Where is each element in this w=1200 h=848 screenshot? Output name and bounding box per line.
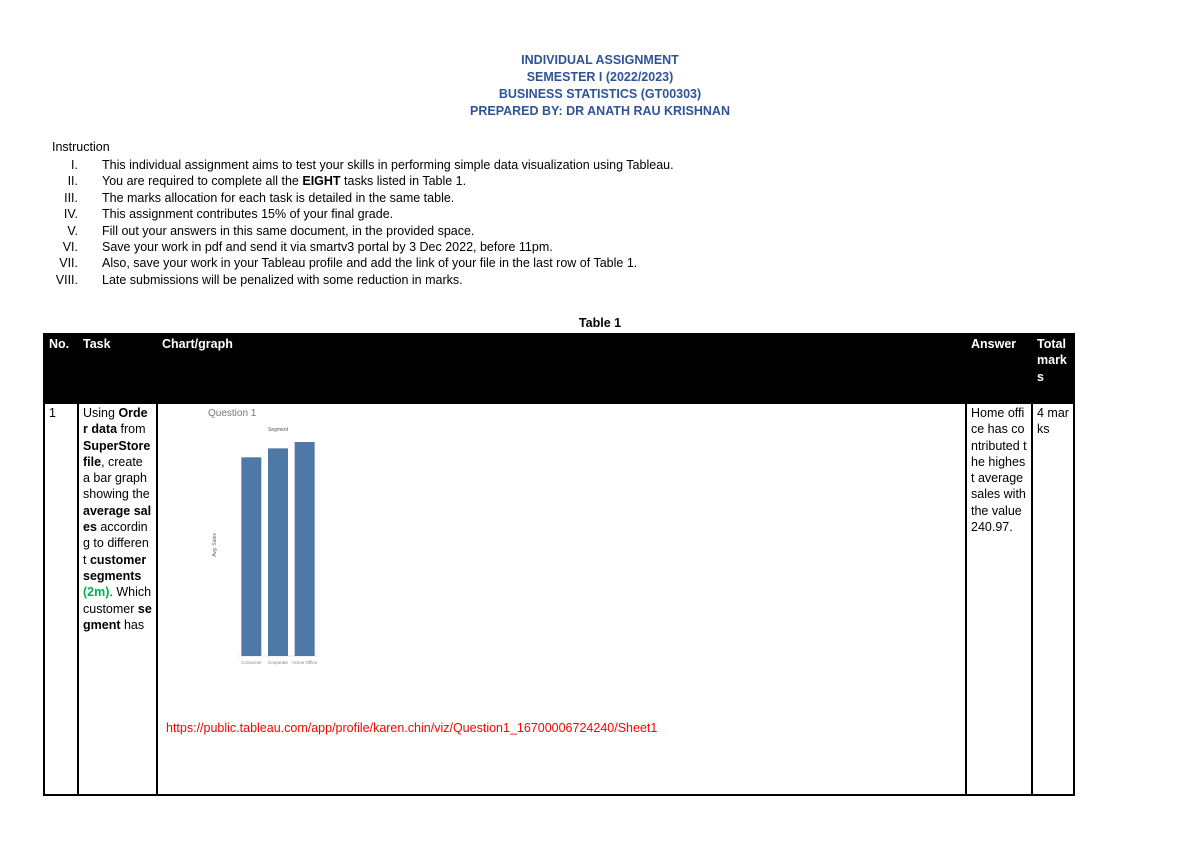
row-number: 1 [44,403,78,795]
tableau-link[interactable]: https://public.tableau.com/app/profile/karen.chin/viz/Question1_16700006724240/Sheet1 [166,721,658,735]
header-no: No. [44,334,78,403]
instruction-item: III. The marks allocation for each task is detailed in the same table. [64,190,455,205]
table-header-row [44,334,1074,403]
table-row [44,403,1074,795]
bar-consumer [241,457,261,656]
task-description: Using Order data from SuperStore file, create a bar graph showing the average sales according to different customer segments (2m). Which customer segment has [78,403,157,795]
instruction-title: Instruction [52,140,110,154]
total-marks: 4 marks [1032,403,1074,795]
y-axis-label: Avg. Sales [212,533,218,557]
header-answer: Answer [966,334,1032,403]
bar-home-office [295,442,315,656]
chart-title: Question 1 [208,408,257,419]
instruction-item: VII. Also, save your work in your Tableau profile and add the link of your file in the last row of Table 1. [59,256,638,271]
header-task: Task [78,334,157,403]
x-tick-label: Corporate [267,660,289,665]
chart-svg [208,404,320,680]
table-caption: Table 1 [578,316,622,330]
instruction-item: IV. This assignment contributes 15% of your final grade. [63,207,394,222]
instruction-item: I. This individual assignment aims to test your skills in performing simple data visualization using Tableau. [71,158,674,172]
marks-highlight: (2m) [83,585,110,600]
x-tick-label: Home Office [292,660,318,665]
header-line-2: SEMESTER I (2022/2023) [526,70,674,84]
emphasis-eight: EIGHT [302,174,341,189]
header-total-marks: Total marks [1032,334,1074,403]
bar-chart [208,404,320,680]
instruction-list [40,157,1160,288]
header-line-3: BUSINESS STATISTICS (GT00303) [498,87,702,101]
chart-cell [157,403,966,795]
header-line-1: INDIVIDUAL ASSIGNMENT [521,53,679,67]
document-header [0,52,1200,120]
instruction-item: VI. Save your work in pdf and send it via smartv3 portal by 3 Dec 2022, before 11pm. [62,240,553,255]
bar-corporate [268,448,288,656]
instruction-item: V. Fill out your answers in this same document, in the provided space. [67,223,475,238]
header-chart: Chart/graph [157,334,966,403]
answer-text: Home office has contributed the highest average sales with the value 240.97. [966,403,1032,795]
instruction-item: II. You are required to complete all the EIGHT tasks listed in Table 1. [67,174,467,189]
x-tick-label: Consumer [240,660,262,665]
header-line-4: PREPARED BY: DR ANATH RAU KRISHNAN [470,104,730,118]
assignment-table [43,333,1075,796]
chart-subtitle: Segment [268,427,289,433]
instruction-item: VIII. Late submissions will be penalized with some reduction in marks. [55,272,463,287]
